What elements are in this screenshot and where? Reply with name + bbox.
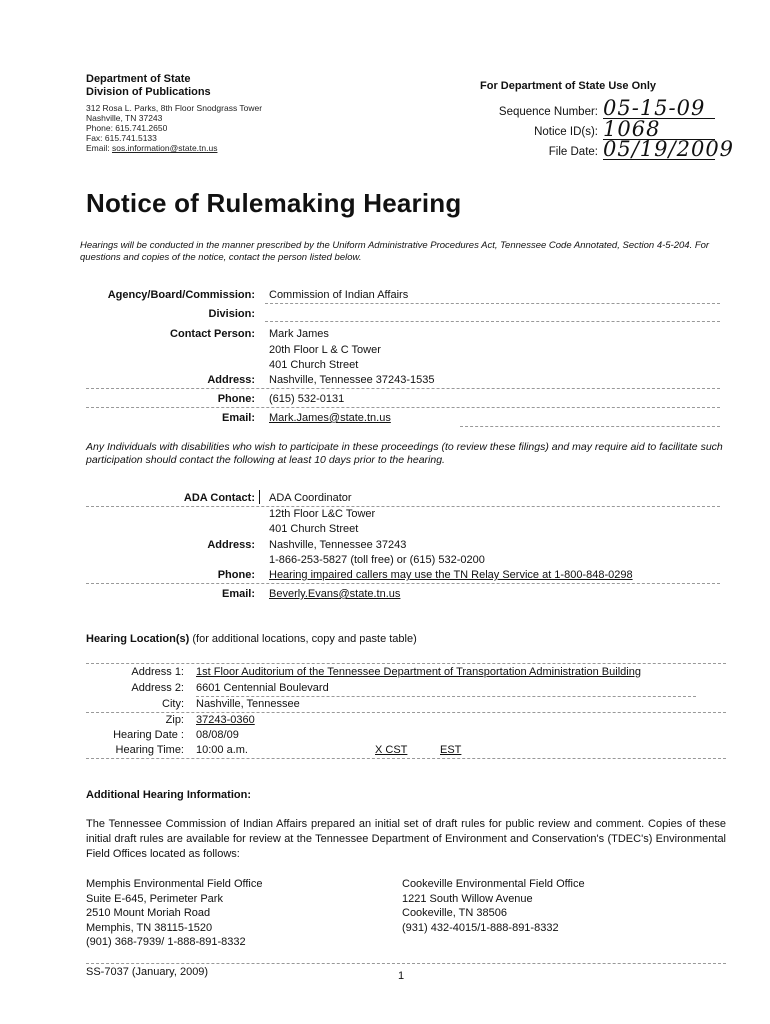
ada-notice-text: Any Individuals with disabilities who wish to participate in these proceedings (to review these filings) and may require aid to facilitate such participation should contact the following at least 10 days prior to the hearing. <box>86 441 723 466</box>
city-value[interactable]: Nashville, Tennessee <box>196 698 300 710</box>
ada-divider <box>259 490 260 504</box>
contact-address-label: Address: <box>207 374 255 386</box>
phone-line: Phone: 615.741.2650 <box>86 123 168 133</box>
fax-line: Fax: 615.741.5133 <box>86 133 157 143</box>
page-number: 1 <box>398 970 405 982</box>
hearing-time-value[interactable]: 10:00 a.m. <box>196 744 248 756</box>
ada-address-line-2[interactable]: 401 Church Street <box>269 523 359 535</box>
page-title: Notice of Rulemaking Hearing <box>86 188 462 218</box>
ada-phone-line-2[interactable]: Hearing impaired callers may use the TN Relay Service at 1-800-848-0298 <box>269 569 633 581</box>
office2-line-3: Cookeville, TN 38506 <box>402 907 507 919</box>
email-label: Email: <box>86 143 112 153</box>
sequence-label: Sequence Number: <box>498 106 598 118</box>
cookeville-office <box>402 877 585 935</box>
hearing-top-line <box>86 663 726 664</box>
office1-line-2: Suite E-645, Perimeter Park <box>86 892 223 905</box>
division-label: Division: <box>208 308 255 320</box>
hearing-time-label: Hearing Time: <box>115 744 184 756</box>
department-heading <box>86 73 211 99</box>
office1-line-1: Memphis Environmental Field Office <box>86 878 263 890</box>
address2-label: Address 2: <box>131 682 184 694</box>
agency-underline <box>265 303 720 304</box>
ada-address-line-1[interactable]: 12th Floor L&C Tower <box>269 508 376 520</box>
ada-contact-value[interactable]: ADA Coordinator <box>269 492 352 504</box>
cst-option[interactable]: X CST <box>375 744 408 756</box>
ada-phone-underline <box>86 583 720 584</box>
city-label: City: <box>162 698 184 710</box>
agency-value[interactable]: Commission of Indian Affairs <box>269 289 409 301</box>
contact-address-line-3[interactable]: Nashville, Tennessee 37243-1535 <box>269 374 435 386</box>
ada-email-link[interactable]: Beverly.Evans@state.tn.us <box>269 588 401 600</box>
address-line-1: 312 Rosa L. Parks, 8th Floor Snodgrass Tower <box>86 103 263 113</box>
file-date-value[interactable]: 05/19/2009 <box>603 137 735 161</box>
additional-info-paragraph: The Tennessee Commission of Indian Affairs prepared an initial set of draft rules for public review and comment. Copies of these initial draft rules are available for review at the Tennessee Department of Environment and Conservation's (TDEC's) Environmental Field Offices located as follows: <box>86 818 726 860</box>
hearing-bottom-line <box>86 758 726 759</box>
footer-line <box>86 963 726 964</box>
zip-value[interactable]: 37243-0360 <box>196 714 255 726</box>
hearing-date-label: Hearing Date : <box>113 729 184 741</box>
additional-info-title: Additional Hearing Information: <box>86 789 251 801</box>
address-line-2: Nashville, TN 37243 <box>86 113 163 123</box>
contact-person-value[interactable]: Mark James <box>269 328 329 340</box>
office1-line-3: 2510 Mount Moriah Road <box>86 907 211 919</box>
division-underline <box>265 321 720 322</box>
address1-value[interactable]: 1st Floor Auditorium of the Tennessee Department of Transportation Administration Building <box>196 666 641 678</box>
city-underline <box>86 712 726 713</box>
division-name: Division of Publications <box>86 86 211 98</box>
agency-label: Agency/Board/Commission: <box>107 289 255 301</box>
contact-email-label: Email: <box>221 412 255 424</box>
state-use-title: For Department of State Use Only <box>480 80 657 92</box>
ada-contact-underline <box>86 506 720 507</box>
zip-label: Zip: <box>165 714 184 726</box>
hearing-location-note: (for additional locations, copy and paste table) <box>189 633 417 645</box>
contact-phone-value[interactable]: (615) 532-0131 <box>269 393 345 405</box>
ada-address-line-3[interactable]: Nashville, Tennessee 37243 <box>269 539 407 551</box>
contact-email-link[interactable]: Mark.James@state.tn.us <box>269 412 391 424</box>
office2-line-2: 1221 South Willow Avenue <box>402 892 533 905</box>
department-address-block <box>86 103 262 153</box>
hearing-location-title <box>86 633 417 645</box>
file-date-label: File Date: <box>548 146 598 158</box>
ada-phone-line-1[interactable]: 1-866-253-5827 (toll free) or (615) 532-0200 <box>269 554 485 566</box>
office2-line-1: Cookeville Environmental Field Office <box>402 878 585 890</box>
notice-id-label: Notice ID(s): <box>534 126 598 138</box>
sequence-value[interactable]: 05-15-09 <box>603 98 715 119</box>
ada-address-label: Address: <box>207 539 255 551</box>
contact-person-label: Contact Person: <box>170 328 255 340</box>
phone-underline <box>86 407 720 408</box>
est-option[interactable]: EST <box>440 744 462 756</box>
address2-value[interactable]: 6601 Centennial Boulevard <box>196 682 329 694</box>
email-link[interactable]: sos.information@state.tn.us <box>111 143 218 153</box>
address1-label: Address 1: <box>131 666 184 678</box>
contact-phone-label: Phone: <box>217 393 255 405</box>
contact-address-line-1[interactable]: 20th Floor L & C Tower <box>269 344 381 356</box>
hearing-date-value[interactable]: 08/08/09 <box>196 729 239 741</box>
office1-line-5: (901) 368-7939/ 1-888-891-8332 <box>86 936 246 948</box>
contact-address-line-2[interactable]: 401 Church Street <box>269 359 359 371</box>
form-number: SS-7037 (January, 2009) <box>86 966 209 978</box>
address2-underline <box>196 696 696 697</box>
address-underline <box>86 388 720 389</box>
memphis-office <box>86 877 262 950</box>
office2-line-4: (931) 432-4015/1-888-891-8332 <box>402 921 559 934</box>
intro-text: Hearings will be conducted in the manner prescribed by the Uniform Administrative Procedures Act, Tennessee Code Annotated, Section 4-5-204. For questions and copies of the notice, contact the person listed below. <box>80 240 710 263</box>
dept-name: Department of State <box>86 73 191 85</box>
notice-id-value[interactable]: 1068 <box>603 119 715 140</box>
office1-line-4: Memphis, TN 38115-1520 <box>86 921 213 934</box>
ada-contact-label: ADA Contact: <box>183 492 255 504</box>
ada-phone-label: Phone: <box>217 569 255 581</box>
email-line <box>86 143 262 153</box>
ada-email-label: Email: <box>221 588 255 600</box>
hearing-location-heading: Hearing Location(s) <box>86 633 190 645</box>
email-underline <box>460 426 720 427</box>
